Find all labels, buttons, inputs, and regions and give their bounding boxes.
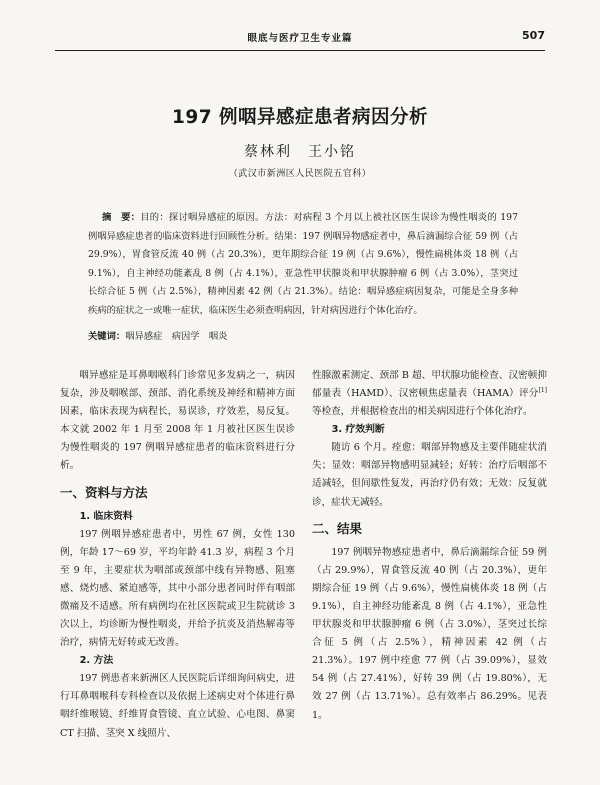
intro-paragraph: 咽异感症是耳鼻咽喉科门诊常见多发病之一，病因复杂，涉及咽喉部、颈部、消化系统及神经和精神方面因素，临床表现为病程长，易误诊，疗效差，易反复。本文就 2002 年 1 月至 2008 年 1 月被社区医生误诊为慢性咽炎的 197 例咽异感症患者的临床资料进行分析。: [60, 370, 295, 472]
article-title: 197 例咽异感症患者病因分析: [171, 107, 429, 128]
left-column: [60, 367, 295, 743]
methods-text-b: 性腺激素测定、颈部 B 超、甲状腺功能检查、汉密顿抑郁量表（HAMD）、汉密顿焦虑量表（HAMA）评分: [312, 370, 547, 400]
abstract-text: 目的：探讨咽异感症的原因。方法：对病程 3 个月以上被社区医生误诊为慢性咽炎的 197 例咽异感症患者的临床资料进行回顾性分析。结果：197 例咽异物感症者中，鼻后滴漏综合征 59 例（占 29.9%），胃食管反流 40 例（占 20.3%），更年期综合征 19 例（占 9.6%），慢性扁桃体炎 18 例（占 9.1%），自主神经功能紊乱 8 例（占 4.1%），亚急性甲状腺炎和甲状腺肿瘤 6 例（占 3.0%），茎突过长综合征 5 例（占 2.5%），精神因素 42 例（占 21.3%）。结论：咽异感症病因复杂，可能是全身多种疾病的症状之一或唯一症状，临床医生必须查明病因，针对病因进行个体化治疗。: [88, 212, 518, 316]
page-number: 507: [522, 29, 545, 42]
methods-text-c: 等检查，并根据检查出的相关病因进行个体化治疗。: [312, 406, 533, 418]
clinical-data-paragraph: 197 例咽异感症患者中，男性 67 例，女性 130 例，年龄 17～69 岁，平均年龄 41.3 岁，病程 3 个月至 9 年，主要症状为咽部或颈部中线有异物感、阻塞感、烧灼感、紧迫感等，其中小部分患者同时伴有咽部微痛及不适感。所有病例均在社区医院或卫生院就诊 3 次以上，均诊断为慢性咽炎，并给予抗炎及消热解毒等治疗，病情无好转或无改善。: [60, 528, 295, 649]
running-head: [55, 28, 545, 51]
abstract: [88, 209, 518, 321]
keywords: [88, 328, 518, 347]
subheading-methods: 2. 方法: [79, 655, 114, 667]
abstract-label: 摘 要：: [101, 212, 141, 223]
subheading-clinical-data: 1. 临床资料: [79, 510, 133, 522]
keywords-label: 关键词：: [88, 331, 126, 342]
article-authors: 蔡林利 王小铭: [244, 144, 356, 160]
right-column: [312, 367, 547, 725]
journal-name: 眼底与医疗卫生专业篇: [247, 33, 353, 44]
subheading-efficacy: 3. 疗效判断: [331, 424, 385, 436]
methods-paragraph-start: 197 例患者来新洲区人民医院后详细询问病史，进行耳鼻咽喉科专科检查以及依据上述病史对个体进行鼻咽纤维喉镜、纤维胃食管镜、直立试验、心电图、鼻窦 CT 扫描、茎突 X 线照片、: [60, 673, 295, 739]
section-heading-results: 二、结果: [312, 520, 363, 536]
keywords-text: 咽异感症 病因学 咽炎: [125, 331, 228, 342]
results-paragraph: 197 例咽异物感症患者中，鼻后滴漏综合征 59 例（占 29.9%），胃食管反流 40 例（占 20.3%），更年期综合征 19 例（占 9.6%），慢性扁桃体炎 18 例（占 9.1%），自主神经功能紊乱 8 例（占 4.1%），亚急性甲状腺炎和甲状腺肿瘤 6 例（占 3.0%），茎突过长综合征 5 例（占 2.5%），精神因素 42 例（占 21.3%）。197 例中痊愈 77 例（占 39.09%），显效 54 例（占 27.41%），好转 39 例（占 19.80%），无效 27 例（占 13.71%）。总有效率占 86.29%。见表 1。: [312, 546, 547, 721]
reference-marker[interactable]: [1]: [538, 386, 547, 394]
author-affiliation: （武汉市新洲区人民医院五官科）: [228, 169, 372, 179]
section-heading-methods: 一、资料与方法: [60, 484, 148, 500]
efficacy-paragraph: 随访 6 个月。痊愈：咽部异物感及主要伴随症状消失；显效：咽部异物感明显减轻；好转：治疗后咽部不适减轻，但间歇性复发，再治疗仍有效；无效：反复就诊，症状无减轻。: [312, 442, 547, 508]
methods-paragraph-continued: [312, 367, 547, 421]
